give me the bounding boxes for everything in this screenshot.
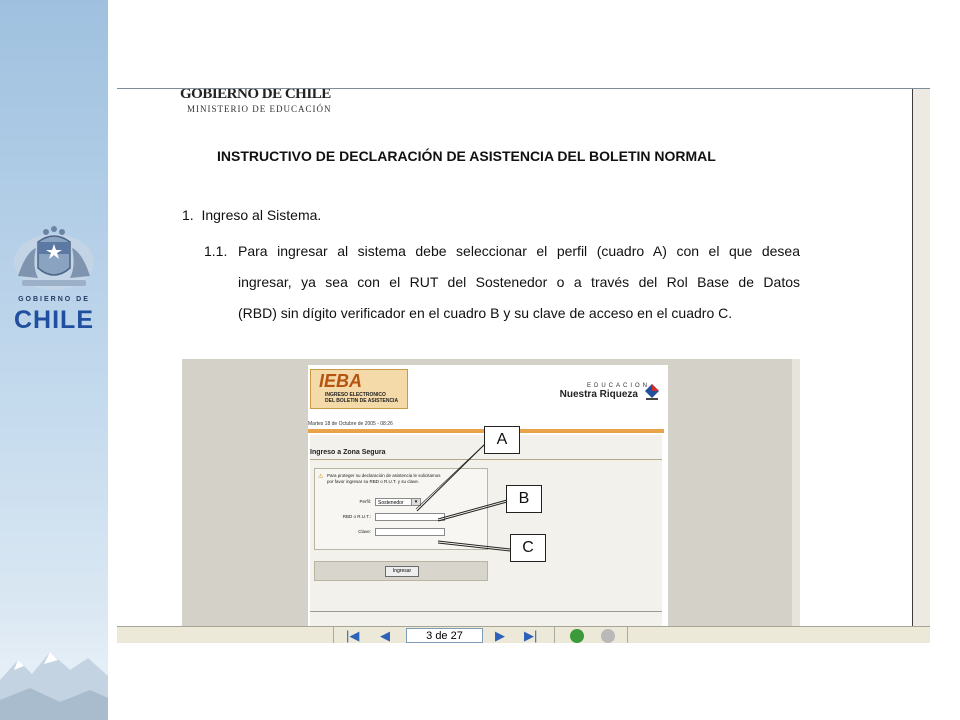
clave-label: Clave:	[358, 529, 371, 534]
callout-b: B	[506, 485, 542, 513]
mountain-illustration	[0, 630, 108, 720]
chile-coat-of-arms-icon	[8, 222, 100, 294]
embedded-login-screenshot	[182, 359, 800, 627]
next-page-icon[interactable]: ▶	[495, 628, 505, 643]
login-date: Martes 18 de Octubre de 2005 - 08:26	[308, 421, 393, 427]
first-page-icon[interactable]: |◀	[346, 628, 360, 643]
document-viewer[interactable]	[117, 88, 930, 643]
ieba-logo-text: IEBA	[319, 371, 363, 391]
gobierno-de-label: GOBIERNO DE	[18, 296, 90, 303]
chevron-down-icon[interactable]: ▾	[411, 499, 420, 505]
perfil-select[interactable]: Sostenedor ▾	[375, 498, 421, 506]
toolbar-separator	[554, 627, 555, 643]
rbd-label: RBD o R.U.T.:	[342, 514, 371, 519]
ieba-logo-subtitle: INGRESO ELECTRONICO DEL BOLETIN DE ASISTENCIA	[325, 392, 399, 404]
chile-text: CHILE	[14, 306, 94, 334]
ingresar-button[interactable]: Ingresar	[385, 566, 419, 577]
left-brand-band	[0, 0, 108, 720]
toolbar-separator	[333, 627, 334, 643]
para-line-1: 1.1. Para ingresar al sistema debe seleccionar el perfil (cuadro A) con el que desea	[204, 236, 800, 267]
viewer-toolbar	[117, 626, 930, 643]
forward-icon[interactable]	[601, 629, 615, 643]
header-gobierno: GOBIERNO DE CHILE	[180, 88, 331, 102]
warning-icon: ⚠	[318, 474, 324, 480]
chile-logo-text	[0, 306, 108, 335]
section-number: 1.	[182, 207, 194, 223]
last-page-icon[interactable]: ▶|	[524, 628, 538, 643]
section-title: Ingreso al Sistema.	[201, 207, 322, 223]
para-number: 1.1.	[204, 243, 228, 259]
para-line-2: ingresar, ya sea con el RUT del Sostenedor o a través del Rol Base de Datos	[238, 274, 800, 290]
vertical-scrollbar[interactable]	[912, 89, 930, 627]
instruction-paragraph	[204, 236, 800, 329]
header-ministerio: MINISTERIO DE EDUCACIÓN	[187, 104, 332, 114]
page-number-field[interactable]: 3 de 27	[406, 628, 483, 643]
section-heading	[182, 207, 321, 223]
nuestra-riqueza-label: Nuestra Riqueza	[559, 389, 638, 400]
document-page	[117, 89, 913, 627]
educacion-label: EDUCACION	[586, 383, 650, 389]
callout-lines	[182, 359, 800, 627]
back-icon[interactable]	[570, 629, 584, 643]
panel-title: Ingreso a Zona Segura	[310, 449, 386, 456]
para-line-3: (RBD) sin dígito verificador en el cuadro B y su clave de acceso en el cuadro C.	[238, 305, 733, 321]
perfil-label: Perfil:	[359, 499, 371, 504]
login-message: Para proteger su declaración de asistencia le solicitamos por favor ingresar su RBD o R.U.T. y su clave.	[327, 473, 441, 484]
callout-a: A	[484, 426, 520, 454]
document-title: INSTRUCTIVO DE DECLARACIÓN DE ASISTENCIA DEL BOLETIN NORMAL	[217, 148, 716, 164]
toolbar-separator	[627, 627, 628, 643]
callout-c: C	[510, 534, 546, 562]
previous-page-icon[interactable]: ◀	[380, 628, 390, 643]
